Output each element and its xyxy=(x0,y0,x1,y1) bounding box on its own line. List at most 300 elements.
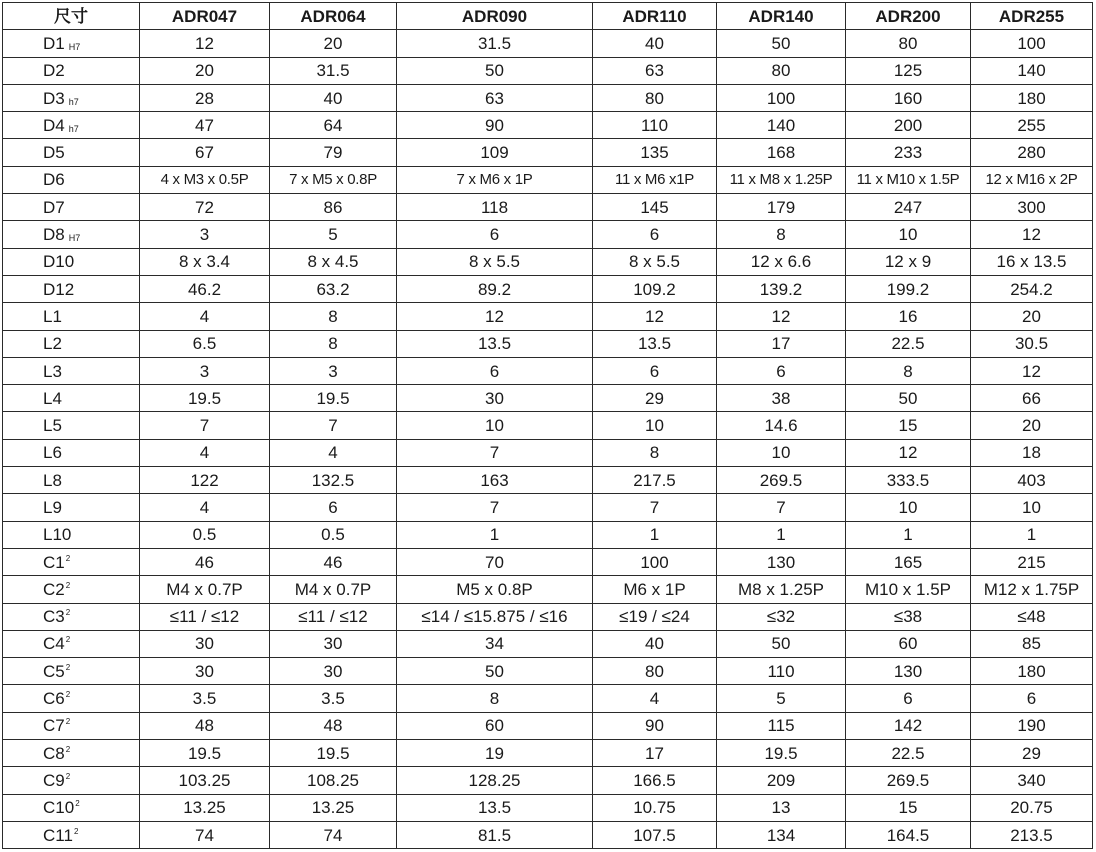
table-cell: 163 xyxy=(397,467,593,494)
table-cell: M4 x 0.7P xyxy=(270,576,397,603)
table-cell: M6 x 1P xyxy=(593,576,717,603)
table-cell: 7 xyxy=(397,494,593,521)
table-cell: 19.5 xyxy=(717,740,846,767)
table-cell: 108.25 xyxy=(270,767,397,794)
table-cell: 130 xyxy=(717,548,846,575)
table-cell: 130 xyxy=(846,658,971,685)
table-cell: 12 xyxy=(397,303,593,330)
table-cell: 12 x 9 xyxy=(846,248,971,275)
table-cell: 10.75 xyxy=(593,794,717,821)
table-cell: 168 xyxy=(717,139,846,166)
row-label-cell xyxy=(3,685,140,712)
table-cell: 63 xyxy=(397,84,593,111)
row-label: C4 xyxy=(43,634,65,654)
table-cell: 22.5 xyxy=(846,740,971,767)
table-cell: M5 x 0.8P xyxy=(397,576,593,603)
table-cell: 74 xyxy=(140,821,270,848)
table-cell: 30 xyxy=(270,630,397,657)
table-cell: 13.25 xyxy=(140,794,270,821)
table-cell: 140 xyxy=(717,112,846,139)
table-cell: 209 xyxy=(717,767,846,794)
table-cell: ≤38 xyxy=(846,603,971,630)
table-cell: 12 xyxy=(971,357,1093,384)
table-cell: 100 xyxy=(971,30,1093,57)
table-cell: 7 xyxy=(270,412,397,439)
row-label: L2 xyxy=(43,334,62,354)
table-cell: 14.6 xyxy=(717,412,846,439)
table-cell: M10 x 1.5P xyxy=(846,576,971,603)
table-cell: 11 x M10 x 1.5P xyxy=(846,166,971,193)
table-cell: 50 xyxy=(397,57,593,84)
table-cell: 6 xyxy=(593,357,717,384)
row-label-cell xyxy=(3,794,140,821)
table-cell: 81.5 xyxy=(397,821,593,848)
header-cell-adr047: ADR047 xyxy=(140,3,270,30)
table-cell: 4 xyxy=(140,494,270,521)
table-cell: 46 xyxy=(270,548,397,575)
table-cell: 6 xyxy=(717,357,846,384)
table-cell: 17 xyxy=(593,740,717,767)
table-cell: 70 xyxy=(397,548,593,575)
table-cell: 10 xyxy=(971,494,1093,521)
table-cell: M4 x 0.7P xyxy=(140,576,270,603)
row-label: C9 xyxy=(43,770,65,790)
table-cell: 20 xyxy=(971,412,1093,439)
footnote-superscript: 2 xyxy=(75,799,80,809)
row-label-cell xyxy=(3,712,140,739)
row-label-cell xyxy=(3,467,140,494)
table-cell: 269.5 xyxy=(717,467,846,494)
table-cell: 139.2 xyxy=(717,275,846,302)
table-cell: 403 xyxy=(971,467,1093,494)
table-cell: 22.5 xyxy=(846,330,971,357)
table-cell: 20 xyxy=(270,30,397,57)
table-cell: 80 xyxy=(593,658,717,685)
table-cell: ≤14 / ≤15.875 / ≤16 xyxy=(397,603,593,630)
table-cell: 48 xyxy=(140,712,270,739)
table-cell: 179 xyxy=(717,194,846,221)
tolerance-subscript: h7 xyxy=(68,96,79,107)
table-cell: 109 xyxy=(397,139,593,166)
table-cell: 74 xyxy=(270,821,397,848)
table-row xyxy=(3,794,1093,821)
table-cell: 40 xyxy=(593,30,717,57)
table-row xyxy=(3,548,1093,575)
table-cell: 164.5 xyxy=(846,821,971,848)
table-cell: 31.5 xyxy=(270,57,397,84)
table-cell: 29 xyxy=(593,385,717,412)
table-cell: 3 xyxy=(140,221,270,248)
table-cell: 134 xyxy=(717,821,846,848)
table-cell: 200 xyxy=(846,112,971,139)
table-cell: 80 xyxy=(593,84,717,111)
row-label-cell xyxy=(3,439,140,466)
table-cell: 145 xyxy=(593,194,717,221)
table-cell: 80 xyxy=(717,57,846,84)
row-label: C3 xyxy=(43,607,65,627)
table-row xyxy=(3,685,1093,712)
table-row xyxy=(3,821,1093,848)
table-cell: 4 xyxy=(140,303,270,330)
table-cell: 16 x 13.5 xyxy=(971,248,1093,275)
table-cell: 7 xyxy=(140,412,270,439)
row-label-cell xyxy=(3,30,140,57)
row-label-cell xyxy=(3,603,140,630)
row-label-cell xyxy=(3,767,140,794)
table-row xyxy=(3,576,1093,603)
table-cell: 18 xyxy=(971,439,1093,466)
table-cell: 118 xyxy=(397,194,593,221)
table-cell: 13.5 xyxy=(397,330,593,357)
row-label-cell xyxy=(3,139,140,166)
table-row xyxy=(3,630,1093,657)
row-label: D5 xyxy=(43,143,65,163)
header-cell-adr200: ADR200 xyxy=(846,3,971,30)
row-label: L10 xyxy=(43,525,72,545)
table-cell: 1 xyxy=(717,521,846,548)
table-cell: 217.5 xyxy=(593,467,717,494)
table-cell: 3.5 xyxy=(270,685,397,712)
table-row xyxy=(3,712,1093,739)
table-cell: 40 xyxy=(593,630,717,657)
table-cell: 85 xyxy=(971,630,1093,657)
table-cell: 5 xyxy=(270,221,397,248)
footnote-superscript: 2 xyxy=(65,717,71,727)
table-cell: ≤19 / ≤24 xyxy=(593,603,717,630)
table-cell: 3 xyxy=(140,357,270,384)
row-label-cell xyxy=(3,275,140,302)
table-cell: 19.5 xyxy=(140,385,270,412)
table-cell: 8 xyxy=(270,303,397,330)
table-cell: 89.2 xyxy=(397,275,593,302)
table-cell: 0.5 xyxy=(140,521,270,548)
table-cell: 30 xyxy=(140,658,270,685)
table-cell: 4 xyxy=(140,439,270,466)
table-cell: 12 x 6.6 xyxy=(717,248,846,275)
table-cell: 48 xyxy=(270,712,397,739)
row-label-cell xyxy=(3,357,140,384)
table-row xyxy=(3,603,1093,630)
header-cell-adr110: ADR110 xyxy=(593,3,717,30)
table-cell: ≤48 xyxy=(971,603,1093,630)
table-cell: 10 xyxy=(846,494,971,521)
table-cell: 140 xyxy=(971,57,1093,84)
table-cell: 7 xyxy=(717,494,846,521)
table-cell: 11 x M8 x 1.25P xyxy=(717,166,846,193)
table-cell: 50 xyxy=(717,30,846,57)
table-cell: 128.25 xyxy=(397,767,593,794)
table-cell: 7 x M6 x 1P xyxy=(397,166,593,193)
table-cell: 132.5 xyxy=(270,467,397,494)
table-cell: 110 xyxy=(593,112,717,139)
row-label: L4 xyxy=(43,388,62,408)
table-cell: 8 xyxy=(717,221,846,248)
table-cell: 34 xyxy=(397,630,593,657)
table-cell: 10 xyxy=(846,221,971,248)
table-cell: 13.5 xyxy=(593,330,717,357)
table-cell: 7 xyxy=(397,439,593,466)
table-cell: 8 xyxy=(846,357,971,384)
table-cell: 6 xyxy=(270,494,397,521)
row-label-cell xyxy=(3,112,140,139)
table-row xyxy=(3,275,1093,302)
table-cell: 213.5 xyxy=(971,821,1093,848)
table-row xyxy=(3,767,1093,794)
table-row xyxy=(3,658,1093,685)
table-cell: 13.25 xyxy=(270,794,397,821)
table-cell: 63.2 xyxy=(270,275,397,302)
footnote-superscript: 2 xyxy=(65,690,71,700)
table-cell: ≤32 xyxy=(717,603,846,630)
table-cell: 66 xyxy=(971,385,1093,412)
row-label-cell xyxy=(3,548,140,575)
table-cell: 8 x 4.5 xyxy=(270,248,397,275)
row-label-cell xyxy=(3,630,140,657)
table-cell: 31.5 xyxy=(397,30,593,57)
table-cell: 67 xyxy=(140,139,270,166)
table-cell: 247 xyxy=(846,194,971,221)
table-cell: 47 xyxy=(140,112,270,139)
table-cell: 333.5 xyxy=(846,467,971,494)
table-cell: 8 x 5.5 xyxy=(397,248,593,275)
row-label-cell xyxy=(3,194,140,221)
row-label: C6 xyxy=(43,689,65,709)
row-label: L8 xyxy=(43,470,62,490)
table-cell: 86 xyxy=(270,194,397,221)
table-cell: 254.2 xyxy=(971,275,1093,302)
row-label: D7 xyxy=(43,197,65,217)
table-cell: 115 xyxy=(717,712,846,739)
row-label: D6 xyxy=(43,170,65,190)
table-cell: 12 xyxy=(846,439,971,466)
table-cell: 13.5 xyxy=(397,794,593,821)
footnote-superscript: 2 xyxy=(73,826,79,836)
table-cell: 64 xyxy=(270,112,397,139)
table-cell: 300 xyxy=(971,194,1093,221)
table-row xyxy=(3,412,1093,439)
table-cell: 28 xyxy=(140,84,270,111)
table-cell: 72 xyxy=(140,194,270,221)
table-cell: 180 xyxy=(971,84,1093,111)
table-cell: 107.5 xyxy=(593,821,717,848)
dimension-table xyxy=(2,2,1093,849)
table-cell: 103.25 xyxy=(140,767,270,794)
table-cell: 8 xyxy=(397,685,593,712)
row-label-cell xyxy=(3,412,140,439)
table-cell: 30.5 xyxy=(971,330,1093,357)
table-cell: 8 x 3.4 xyxy=(140,248,270,275)
table-cell: 90 xyxy=(397,112,593,139)
footnote-superscript: 2 xyxy=(65,662,71,672)
table-cell: 90 xyxy=(593,712,717,739)
table-cell: 6 xyxy=(971,685,1093,712)
table-cell: 0.5 xyxy=(270,521,397,548)
table-cell: 11 x M6 x1P xyxy=(593,166,717,193)
row-label: L9 xyxy=(43,497,62,517)
header-cell-adr090: ADR090 xyxy=(397,3,593,30)
table-row xyxy=(3,139,1093,166)
table-cell: 7 x M5 x 0.8P xyxy=(270,166,397,193)
row-label: D3 xyxy=(43,88,65,108)
table-cell: 3.5 xyxy=(140,685,270,712)
table-row xyxy=(3,521,1093,548)
row-label: C11 xyxy=(43,825,73,845)
row-label-cell xyxy=(3,521,140,548)
table-row xyxy=(3,467,1093,494)
table-cell: 12 xyxy=(140,30,270,57)
table-row xyxy=(3,84,1093,111)
footnote-superscript: 2 xyxy=(65,608,71,618)
table-cell: 46.2 xyxy=(140,275,270,302)
table-cell: 16 xyxy=(846,303,971,330)
table-row xyxy=(3,30,1093,57)
table-cell: 50 xyxy=(397,658,593,685)
table-cell: 6 xyxy=(397,221,593,248)
row-label: D2 xyxy=(43,61,65,81)
table-cell: 30 xyxy=(140,630,270,657)
footnote-superscript: 2 xyxy=(65,744,71,754)
row-label-cell xyxy=(3,303,140,330)
row-label: C1 xyxy=(43,552,65,572)
table-cell: 142 xyxy=(846,712,971,739)
table-cell: 166.5 xyxy=(593,767,717,794)
row-label-cell xyxy=(3,740,140,767)
row-label-cell xyxy=(3,494,140,521)
table-cell: 180 xyxy=(971,658,1093,685)
table-cell: 19.5 xyxy=(270,740,397,767)
table-cell: 199.2 xyxy=(846,275,971,302)
row-label: L5 xyxy=(43,416,62,436)
table-cell: 4 xyxy=(593,685,717,712)
table-cell: 6 xyxy=(397,357,593,384)
table-header-row xyxy=(3,3,1093,30)
row-label-cell xyxy=(3,658,140,685)
table-cell: 12 xyxy=(717,303,846,330)
table-cell: 109.2 xyxy=(593,275,717,302)
table-cell: 215 xyxy=(971,548,1093,575)
header-cell-adr064: ADR064 xyxy=(270,3,397,30)
table-cell: 100 xyxy=(717,84,846,111)
table-row xyxy=(3,439,1093,466)
row-label-cell xyxy=(3,330,140,357)
row-label: C2 xyxy=(43,579,65,599)
table-cell: M8 x 1.25P xyxy=(717,576,846,603)
header-cell-adr255: ADR255 xyxy=(971,3,1093,30)
row-label: L3 xyxy=(43,361,62,381)
row-label-cell xyxy=(3,385,140,412)
table-cell: 80 xyxy=(846,30,971,57)
table-cell: 340 xyxy=(971,767,1093,794)
table-cell: 60 xyxy=(846,630,971,657)
table-cell: 20 xyxy=(140,57,270,84)
table-cell: 6 xyxy=(846,685,971,712)
table-cell: 10 xyxy=(397,412,593,439)
footnote-superscript: 2 xyxy=(65,553,71,563)
table-cell: 122 xyxy=(140,467,270,494)
table-cell: 19 xyxy=(397,740,593,767)
table-cell: 8 x 5.5 xyxy=(593,248,717,275)
table-row xyxy=(3,330,1093,357)
table-row xyxy=(3,357,1093,384)
table-cell: 160 xyxy=(846,84,971,111)
table-cell: 20 xyxy=(971,303,1093,330)
table-cell: M12 x 1.75P xyxy=(971,576,1093,603)
table-cell: 165 xyxy=(846,548,971,575)
table-cell: 1 xyxy=(397,521,593,548)
table-cell: 79 xyxy=(270,139,397,166)
table-cell: 255 xyxy=(971,112,1093,139)
row-label: C10 xyxy=(43,798,75,818)
table-cell: 12 x M16 x 2P xyxy=(971,166,1093,193)
table-cell: 29 xyxy=(971,740,1093,767)
table-cell: ≤11 / ≤12 xyxy=(270,603,397,630)
tolerance-subscript: H7 xyxy=(68,41,81,52)
table-cell: 8 xyxy=(270,330,397,357)
table-cell: 7 xyxy=(593,494,717,521)
table-cell: 135 xyxy=(593,139,717,166)
table-body xyxy=(3,30,1093,849)
tolerance-subscript: H7 xyxy=(68,233,81,244)
row-label-cell xyxy=(3,576,140,603)
table-row xyxy=(3,194,1093,221)
row-label-cell xyxy=(3,84,140,111)
table-cell: 280 xyxy=(971,139,1093,166)
table-row xyxy=(3,166,1093,193)
table-cell: 19.5 xyxy=(140,740,270,767)
table-cell: 60 xyxy=(397,712,593,739)
table-cell: 30 xyxy=(270,658,397,685)
table-cell: 30 xyxy=(397,385,593,412)
footnote-superscript: 2 xyxy=(65,635,71,645)
tolerance-subscript: h7 xyxy=(68,123,79,134)
table-cell: 63 xyxy=(593,57,717,84)
row-label: D8 xyxy=(43,225,65,245)
table-cell: 125 xyxy=(846,57,971,84)
footnote-superscript: 2 xyxy=(65,771,71,781)
table-cell: 10 xyxy=(717,439,846,466)
table-cell: 5 xyxy=(717,685,846,712)
table-row xyxy=(3,112,1093,139)
row-label-cell xyxy=(3,821,140,848)
row-label: D12 xyxy=(43,279,75,299)
table-cell: 13 xyxy=(717,794,846,821)
table-row xyxy=(3,303,1093,330)
table-cell: 46 xyxy=(140,548,270,575)
table-cell: 6.5 xyxy=(140,330,270,357)
table-cell: 190 xyxy=(971,712,1093,739)
row-label-cell xyxy=(3,166,140,193)
row-label-cell xyxy=(3,248,140,275)
table-cell: 12 xyxy=(593,303,717,330)
header-cell-dimension: 尺寸 xyxy=(3,3,140,30)
table-cell: 4 x M3 x 0.5P xyxy=(140,166,270,193)
table-cell: 38 xyxy=(717,385,846,412)
table-cell: 3 xyxy=(270,357,397,384)
table-cell: 1 xyxy=(971,521,1093,548)
table-row xyxy=(3,385,1093,412)
row-label: D1 xyxy=(43,33,65,53)
row-label: L6 xyxy=(43,443,62,463)
table-row xyxy=(3,494,1093,521)
table-cell: 19.5 xyxy=(270,385,397,412)
table-cell: 4 xyxy=(270,439,397,466)
footnote-superscript: 2 xyxy=(65,580,71,590)
table-cell: 15 xyxy=(846,412,971,439)
table-cell: 50 xyxy=(717,630,846,657)
row-label: C7 xyxy=(43,716,65,736)
table-cell: 50 xyxy=(846,385,971,412)
table-cell: 12 xyxy=(971,221,1093,248)
